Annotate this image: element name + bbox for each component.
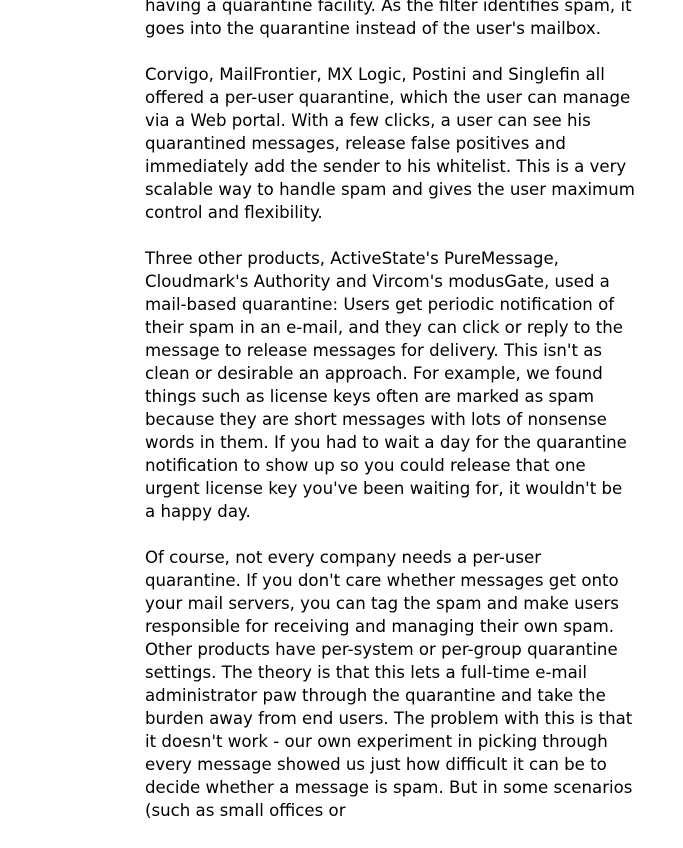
article-paragraph-3: Three other products, ActiveState's PureMessage, Cloudmark's Authority and Vircom's modusGate, used a mail-based quarantine: Users get periodic notification of their spam in an e-mail, and they can click or reply to the message to release messages for delivery. This isn't as clean or desirable an approach. For example, we found things such as license keys often are marked as spam because they are short messages with lots of nonsense words in them. If you had to wait a day for the quarantine notification to show up so you could release that one urgent license key you've been waiting for, it wouldn't be a happy day.: [145, 249, 627, 521]
article-paragraph-4: Of course, not every company needs a per-user quarantine. If you don't care whether messages get onto your mail servers, you can tag the spam and make users responsible for receiving and managing their own spam. Other products have per-system or per-group quarantine settings. The theory is that this lets a full-time e-mail administrator paw through the quarantine and take the burden away from end users. The problem with this is that it doesn't work - our own experiment in picking through every message showed us just how difficult it can be to decide whether a message is spam. But in some scenarios (such as small offices or: [145, 548, 633, 820]
article-paragraph-1: having a quarantine facility. As the filter identifies spam, it goes into the quarantine instead of the user's mailbox.: [145, 0, 632, 38]
article-paragraph-2: Corvigo, MailFrontier, MX Logic, Postini and Singlefin all offered a per-user quarantine, which the user can manage via a Web portal. With a few clicks, a user can see his quarantined messages, release false positives and immediately add the sender to his whitelist. This is a very scalable way to handle spam and gives the user maximum control and flexibility.: [145, 65, 635, 222]
article-body: [145, 0, 637, 845]
